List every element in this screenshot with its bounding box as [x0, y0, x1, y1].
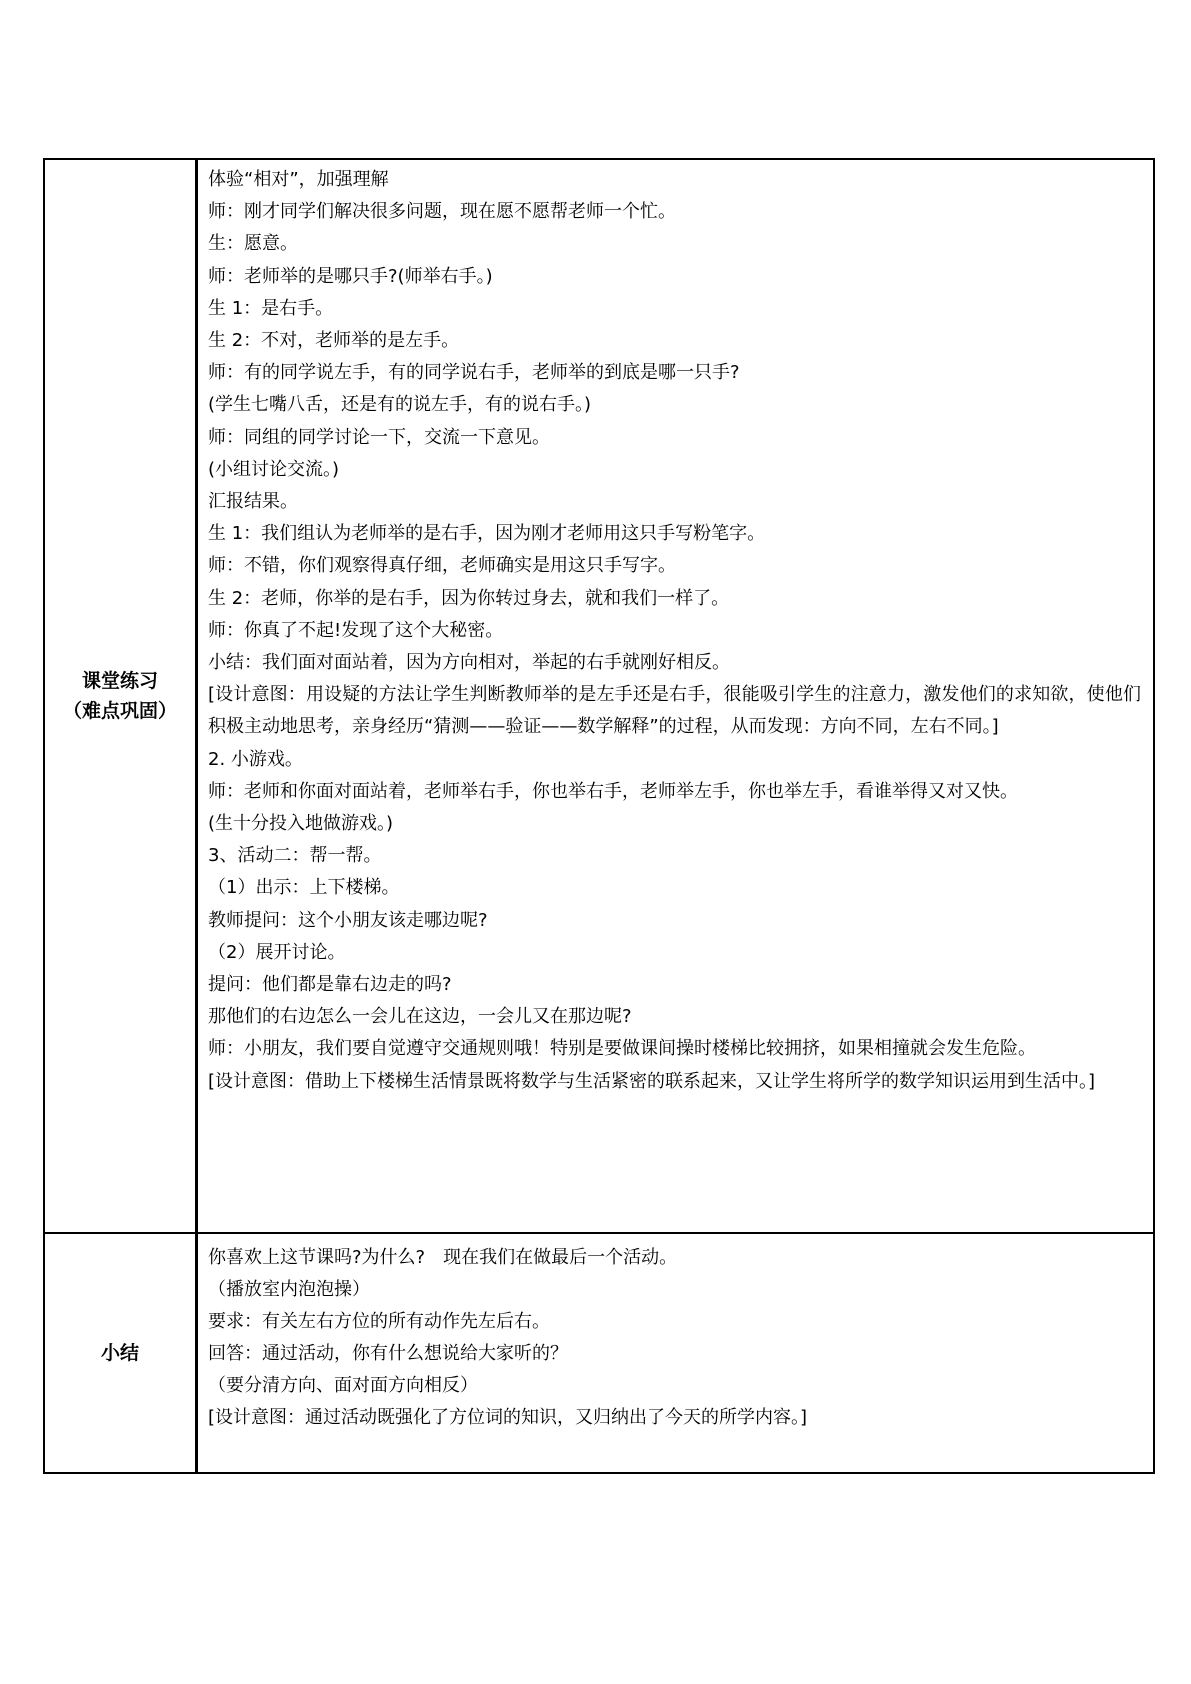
content-line: 师：你真了不起!发现了这个大秘密。	[208, 619, 504, 641]
lesson-plan-table	[43, 158, 1155, 1474]
content-line: 师：不错，你们观察得真仔细，老师确实是用这只手写字。	[208, 555, 676, 577]
content-line: 师：有的同学说左手，有的同学说右手，老师举的到底是哪一只手?	[208, 362, 740, 384]
content-line: 你喜欢上这节课吗?为什么? 现在我们在做最后一个活动。	[208, 1247, 678, 1268]
table-row-summary	[44, 1233, 1154, 1473]
content-line: 小结：我们面对面站着，因为方向相对，举起的右手就刚好相反。	[208, 652, 730, 674]
content-line: [设计意图：借助上下楼梯生活情景既将数学与生活紧密的联系起来，又让学生将所学的数学知识运用到生活中。]	[208, 1070, 1096, 1092]
content-line: 2. 小游戏。	[208, 748, 303, 770]
content-line: 教师提问：这个小朋友该走哪边呢?	[208, 909, 488, 931]
content-line: 师：同组的同学讨论一下，交流一下意见。	[208, 426, 550, 448]
row-content-practice	[197, 159, 1155, 1233]
content-line: 体验“相对”，加强理解	[208, 169, 389, 190]
row-label-summary	[44, 1233, 197, 1473]
content-line: 汇报结果。	[208, 491, 298, 513]
content-line: (小组讨论交流。)	[208, 458, 340, 480]
row-label-practice	[44, 159, 197, 1233]
content-line: 那他们的右边怎么一会儿在这边，一会儿又在那边呢?	[208, 1006, 632, 1028]
content-line: （2）展开讨论。	[208, 941, 346, 963]
content-line: 生 2：老师，你举的是右手，因为你转过身去，就和我们一样了。	[208, 587, 730, 609]
content-line: （播放室内泡泡操）	[208, 1279, 370, 1300]
content-line: 3、活动二：帮一帮。	[208, 845, 382, 867]
content-line: 回答：通过活动，你有什么想说给大家听的？	[208, 1343, 568, 1364]
content-line: （要分清方向、面对面方向相反）	[208, 1375, 478, 1396]
content-line: （1）出示：上下楼梯。	[208, 877, 400, 899]
content-line: 师：刚才同学们解决很多问题，现在愿不愿帮老师一个忙。	[208, 201, 676, 223]
content-line: 师：老师和你面对面站着，老师举右手，你也举右手，老师举左手，你也举左手，看谁举得又对又快。	[208, 780, 1018, 802]
content-line: (学生七嘴八舌，还是有的说左手，有的说右手。)	[208, 394, 592, 416]
content-line: 生 1：是右手。	[208, 297, 334, 319]
row-content-summary	[197, 1233, 1155, 1473]
content-line: 要求：有关左右方位的所有动作先左后右。	[208, 1311, 550, 1332]
table-row-practice	[44, 159, 1154, 1233]
content-line: 提问：他们都是靠右边走的吗?	[208, 974, 452, 996]
row-label-line: （难点巩固）	[62, 700, 177, 722]
row-label-line: 课堂练习	[81, 670, 158, 692]
content-line: 生 1：我们组认为老师举的是右手，因为刚才老师用这只手写粉笔字。	[208, 523, 766, 545]
content-line: 师：小朋友，我们要自觉遵守交通规则哦！特别是要做课间操时楼梯比较拥挤，如果相撞就会发生危险。	[208, 1038, 1036, 1060]
content-line: (生十分投入地做游戏。)	[208, 813, 394, 835]
content-line: 师：老师举的是哪只手?(师举右手。)	[208, 265, 493, 287]
content-line: 生 2：不对，老师举的是左手。	[208, 330, 460, 352]
content-line: [设计意图：用设疑的方法让学生判断教师举的是左手还是右手，很能吸引学生的注意力，激发他们的求知欲，使他们积极主动地思考，亲身经历“猜测——验证——数学解释”的过程，从而发现：方向不同，左右不同。]	[208, 684, 1141, 738]
content-line: 生：愿意。	[208, 233, 298, 255]
content-line: [设计意图：通过活动既强化了方位词的知识，又归纳出了今天的所学内容。]	[208, 1407, 808, 1428]
row-label-line: 小结	[100, 1342, 139, 1364]
